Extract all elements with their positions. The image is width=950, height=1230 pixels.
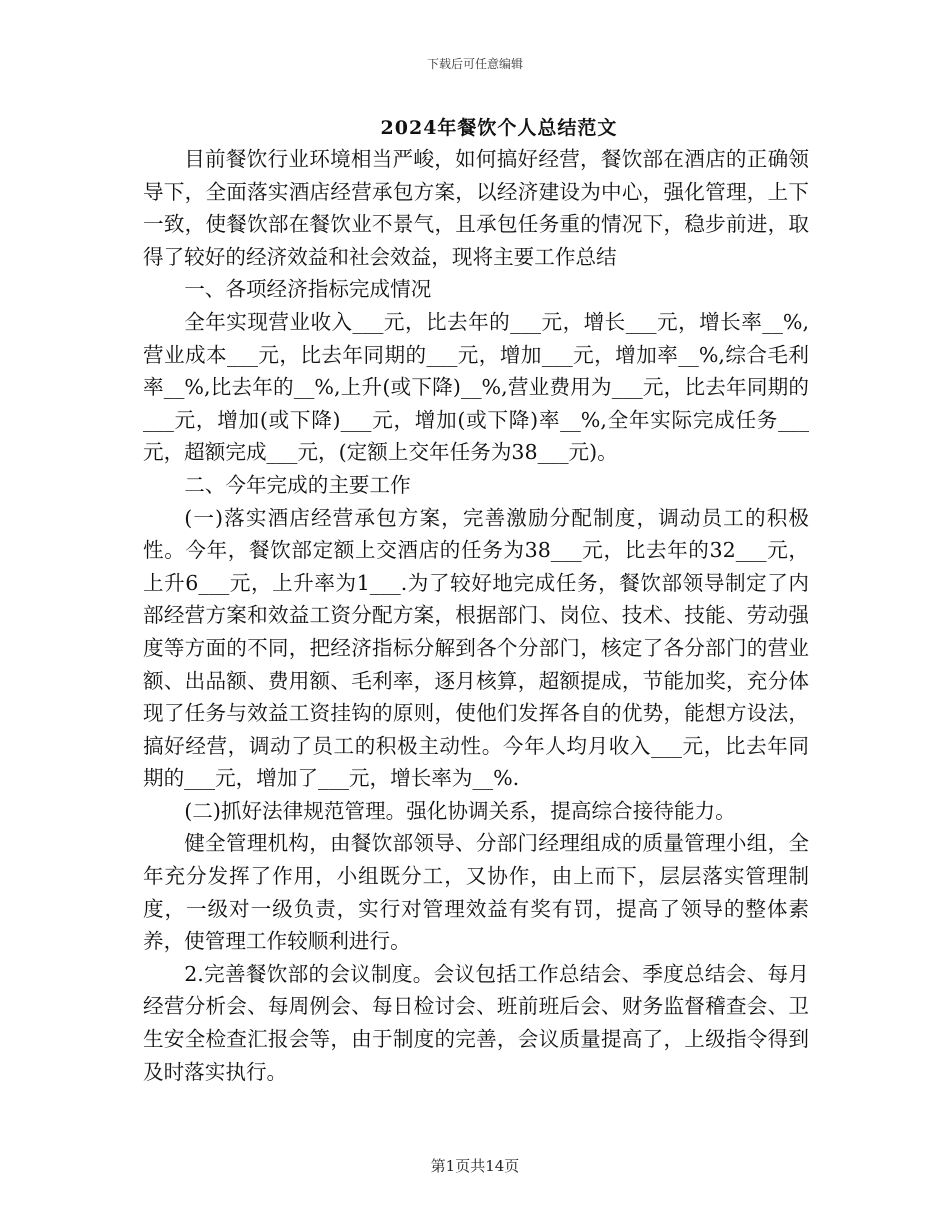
economic-indicators-paragraph: 全年实现营业收入___元，比去年的___元，增长___元，增长率__%,营业成本___元，比去年同期的___元，增加___元，增加率__%,综合毛利率__%,比去年的__%,上升(或下降)__%,营业费用为___元，比去年同期的___元，增加(或下降)___元，增加(或下降)率__%,全年实际完成任务___元，超额完成___元，(定额上交年任务为38___元)。 [143, 309, 809, 465]
document-title: 2024年餐饮个人总结范文 [380, 117, 618, 139]
meeting-system-paragraph: 2.完善餐饮部的会议制度。会议包括工作总结会、季度总结会、每月经营分析会、每周例会、每日检讨会、班前班后会、财务监督稽查会、卫生安全检查汇报会等，由于制度的完善，会议质量提高了，上级指令得到及时落实执行。 [143, 961, 809, 1084]
section-heading-2: 二、今年完成的主要工作 [184, 472, 411, 497]
subsection-1-paragraph: (一)落实酒店经营承包方案，完善激励分配制度，调动员工的积极性。今年，餐饮部定额上交酒店的任务为38___元，比去年的32___元，上升6___元，上升率为1___.为了较好地完成任务，餐饮部领导制定了内部经营方案和效益工资分配方案，根据部门、岗位、技术、技能、劳动强度等方面的不同，把经济指标分解到各个分部门，核定了各分部门的营业额、出品额、费用额、毛利率，逐月核算，超额提成，节能加奖，充分体现了任务与效益工资挂钩的原则，使他们发挥各自的优势，能想方设法，搞好经营，调动了员工的积极主动性。今年人均月收入___元，比去年同期的___元，增加了___元，增长率为__%. [143, 505, 809, 791]
section-heading-1: 一、各项经济指标完成情况 [184, 277, 432, 302]
intro-paragraph: 目前餐饮行业环境相当严峻，如何搞好经营，餐饮部在酒店的正确领导下，全面落实酒店经营承包方案，以经济建设为中心，强化管理，上下一致，使餐饮部在餐饮业不景气，且承包任务重的情况下，稳步前进，取得了较好的经济效益和社会效益，现将主要工作总结 [143, 147, 809, 269]
page-number-footer: 第1页共14页 [430, 1157, 520, 1175]
document-body [143, 143, 809, 1088]
header-note: 下载后可任意编辑 [426, 57, 523, 71]
management-structure-paragraph: 健全管理机构，由餐饮部领导、分部门经理组成的质量管理小组，全年充分发挥了作用，小组既分工，又协作，由上而下，层层落实管理制度，一级对一级负责，实行对管理效益有奖有罚，提高了领导的整体素养，使管理工作较顺利进行。 [143, 831, 809, 954]
subsection-2-heading: (二)抓好法律规范管理。强化协调关系，提高综合接待能力。 [184, 798, 736, 823]
